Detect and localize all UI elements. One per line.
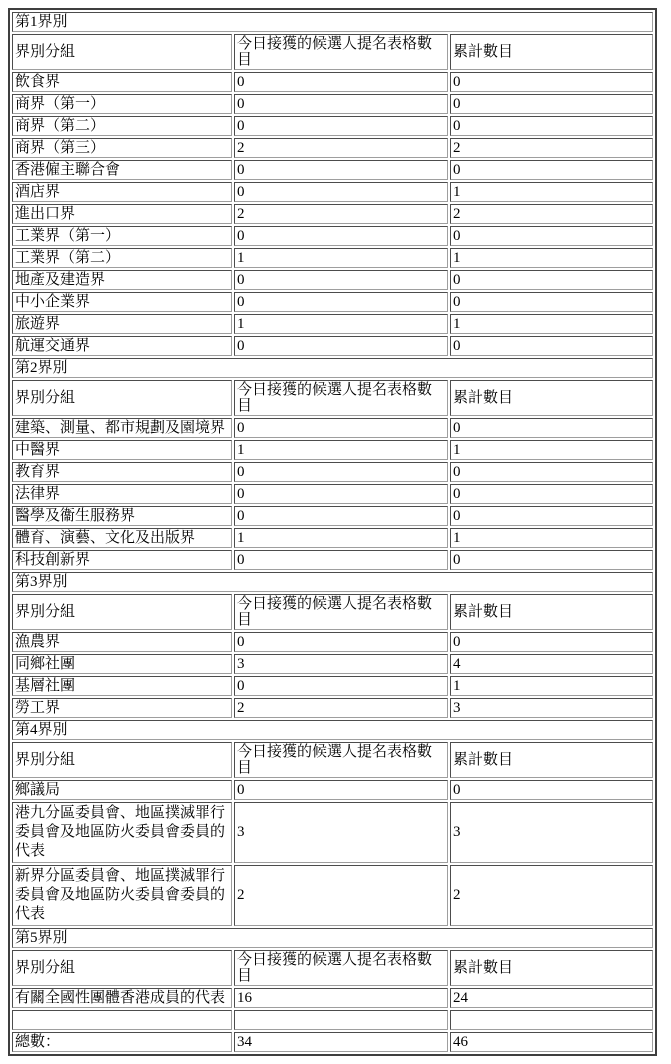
- cell-cumulative-count: 0: [450, 160, 653, 180]
- column-header-row: [12, 594, 653, 630]
- table-row: [12, 116, 653, 136]
- empty-cell: [450, 1010, 653, 1030]
- section-title-row: [12, 720, 653, 740]
- cell-sector-name: 新界分區委員會、地區撲滅罪行委員會及地區防火委員會委員的代表: [12, 865, 232, 926]
- cell-today-count: 1: [234, 440, 448, 460]
- cell-sector-name: 酒店界: [12, 182, 232, 202]
- column-header: 累計數目: [450, 380, 653, 416]
- table-row: [12, 654, 653, 674]
- cell-cumulative-count: 0: [450, 550, 653, 570]
- total-label: 總數：: [12, 1032, 232, 1052]
- table-row: [12, 418, 653, 438]
- table-row: [12, 160, 653, 180]
- cell-cumulative-count: 24: [450, 988, 653, 1008]
- column-header-row: [12, 742, 653, 778]
- cell-sector-name: 旅遊界: [12, 314, 232, 334]
- cell-sector-name: 基層社團: [12, 676, 232, 696]
- table-row: [12, 440, 653, 460]
- section-title: 第4界別: [12, 720, 653, 740]
- table-row: [12, 270, 653, 290]
- cell-cumulative-count: 0: [450, 292, 653, 312]
- cell-cumulative-count: 0: [450, 506, 653, 526]
- cell-sector-name: 教育界: [12, 462, 232, 482]
- section-title: 第3界別: [12, 572, 653, 592]
- section-title-row: [12, 358, 653, 378]
- table-row: [12, 226, 653, 246]
- section-title-row: [12, 572, 653, 592]
- table-row: [12, 336, 653, 356]
- table-row: [12, 72, 653, 92]
- total-row: [12, 1032, 653, 1052]
- column-header: 界別分組: [12, 380, 232, 416]
- cell-today-count: 2: [234, 138, 448, 158]
- cell-today-count: 1: [234, 528, 448, 548]
- cell-today-count: 0: [234, 226, 448, 246]
- cell-today-count: 1: [234, 314, 448, 334]
- cell-today-count: 0: [234, 506, 448, 526]
- cell-today-count: 0: [234, 160, 448, 180]
- cell-sector-name: 有關全國性團體香港成員的代表: [12, 988, 232, 1008]
- cell-cumulative-count: 4: [450, 654, 653, 674]
- cell-today-count: 0: [234, 336, 448, 356]
- cell-cumulative-count: 1: [450, 440, 653, 460]
- section-title-row: [12, 12, 653, 32]
- cell-cumulative-count: 3: [450, 698, 653, 718]
- table-row: [12, 550, 653, 570]
- cell-today-count: 0: [234, 292, 448, 312]
- column-header: 今日接獲的候選人提名表格數目: [234, 742, 448, 778]
- cell-sector-name: 商界（第三）: [12, 138, 232, 158]
- table-row: [12, 138, 653, 158]
- cell-sector-name: 商界（第一）: [12, 94, 232, 114]
- cell-cumulative-count: 2: [450, 865, 653, 926]
- cell-sector-name: 地產及建造界: [12, 270, 232, 290]
- table-row: [12, 292, 653, 312]
- cell-cumulative-count: 2: [450, 204, 653, 224]
- column-header: 累計數目: [450, 594, 653, 630]
- cell-cumulative-count: 0: [450, 116, 653, 136]
- cell-cumulative-count: 1: [450, 182, 653, 202]
- column-header: 今日接獲的候選人提名表格數目: [234, 594, 448, 630]
- table-row: [12, 632, 653, 652]
- column-header: 今日接獲的候選人提名表格數目: [234, 950, 448, 986]
- cell-sector-name: 中醫界: [12, 440, 232, 460]
- cell-today-count: 0: [234, 676, 448, 696]
- cell-cumulative-count: 3: [450, 802, 653, 863]
- cell-sector-name: 法律界: [12, 484, 232, 504]
- cell-cumulative-count: 0: [450, 94, 653, 114]
- column-header: 界別分組: [12, 34, 232, 70]
- cell-today-count: 2: [234, 204, 448, 224]
- section-title: 第1界別: [12, 12, 653, 32]
- empty-row: [12, 1010, 653, 1030]
- column-header: 今日接獲的候選人提名表格數目: [234, 380, 448, 416]
- cell-today-count: 0: [234, 72, 448, 92]
- cell-cumulative-count: 0: [450, 462, 653, 482]
- cell-sector-name: 飲食界: [12, 72, 232, 92]
- table-row: [12, 780, 653, 800]
- section-title-row: [12, 928, 653, 948]
- cell-cumulative-count: 0: [450, 72, 653, 92]
- column-header-row: [12, 380, 653, 416]
- cell-today-count: 16: [234, 988, 448, 1008]
- cell-sector-name: 醫學及衞生服務界: [12, 506, 232, 526]
- column-header: 今日接獲的候選人提名表格數目: [234, 34, 448, 70]
- cell-sector-name: 建築、測量、都市規劃及園境界: [12, 418, 232, 438]
- cell-today-count: 0: [234, 94, 448, 114]
- column-header-row: [12, 950, 653, 986]
- column-header: 累計數目: [450, 34, 653, 70]
- table-row: [12, 182, 653, 202]
- cell-sector-name: 港九分區委員會、地區撲滅罪行委員會及地區防火委員會委員的代表: [12, 802, 232, 863]
- cell-today-count: 3: [234, 654, 448, 674]
- cell-sector-name: 勞工界: [12, 698, 232, 718]
- table-row: [12, 506, 653, 526]
- column-header: 累計數目: [450, 742, 653, 778]
- cell-today-count: 1: [234, 248, 448, 268]
- cell-cumulative-count: 0: [450, 226, 653, 246]
- cell-cumulative-count: 0: [450, 418, 653, 438]
- cell-today-count: 0: [234, 550, 448, 570]
- cell-cumulative-count: 1: [450, 676, 653, 696]
- cell-sector-name: 工業界（第二）: [12, 248, 232, 268]
- cell-cumulative-count: 0: [450, 780, 653, 800]
- cell-sector-name: 工業界（第一）: [12, 226, 232, 246]
- cell-sector-name: 同鄉社團: [12, 654, 232, 674]
- column-header: 界別分組: [12, 742, 232, 778]
- cell-today-count: 0: [234, 632, 448, 652]
- cell-cumulative-count: 0: [450, 484, 653, 504]
- column-header: 界別分組: [12, 594, 232, 630]
- table-row: [12, 248, 653, 268]
- total-today-count: 34: [234, 1032, 448, 1052]
- empty-cell: [12, 1010, 232, 1030]
- cell-cumulative-count: 1: [450, 248, 653, 268]
- cell-sector-name: 體育、演藝、文化及出版界: [12, 528, 232, 548]
- cell-sector-name: 商界（第二）: [12, 116, 232, 136]
- cell-today-count: 0: [234, 116, 448, 136]
- section-title: 第5界別: [12, 928, 653, 948]
- table-row: [12, 676, 653, 696]
- cell-today-count: 0: [234, 484, 448, 504]
- column-header: 累計數目: [450, 950, 653, 986]
- cell-cumulative-count: 1: [450, 528, 653, 548]
- cell-sector-name: 香港僱主聯合會: [12, 160, 232, 180]
- total-cumulative-count: 46: [450, 1032, 653, 1052]
- table-row: [12, 204, 653, 224]
- cell-cumulative-count: 2: [450, 138, 653, 158]
- cell-today-count: 0: [234, 270, 448, 290]
- cell-today-count: 2: [234, 698, 448, 718]
- table-row: [12, 94, 653, 114]
- section-title: 第2界別: [12, 358, 653, 378]
- cell-cumulative-count: 1: [450, 314, 653, 334]
- cell-cumulative-count: 0: [450, 270, 653, 290]
- table-row: [12, 988, 653, 1008]
- table-row: [12, 462, 653, 482]
- cell-cumulative-count: 0: [450, 336, 653, 356]
- cell-today-count: 0: [234, 462, 448, 482]
- table-row: [12, 698, 653, 718]
- empty-cell: [234, 1010, 448, 1030]
- table-row: [12, 484, 653, 504]
- cell-sector-name: 中小企業界: [12, 292, 232, 312]
- cell-cumulative-count: 0: [450, 632, 653, 652]
- table-row: [12, 528, 653, 548]
- cell-today-count: 0: [234, 418, 448, 438]
- table-row: [12, 865, 653, 926]
- column-header: 界別分組: [12, 950, 232, 986]
- cell-today-count: 0: [234, 182, 448, 202]
- cell-today-count: 2: [234, 865, 448, 926]
- cell-sector-name: 漁農界: [12, 632, 232, 652]
- cell-sector-name: 鄉議局: [12, 780, 232, 800]
- cell-today-count: 0: [234, 780, 448, 800]
- cell-sector-name: 進出口界: [12, 204, 232, 224]
- cell-sector-name: 科技創新界: [12, 550, 232, 570]
- nominations-table: [8, 8, 657, 1056]
- cell-sector-name: 航運交通界: [12, 336, 232, 356]
- table-row: [12, 314, 653, 334]
- column-header-row: [12, 34, 653, 70]
- nominations-table-body: [12, 12, 653, 1052]
- cell-today-count: 3: [234, 802, 448, 863]
- table-row: [12, 802, 653, 863]
